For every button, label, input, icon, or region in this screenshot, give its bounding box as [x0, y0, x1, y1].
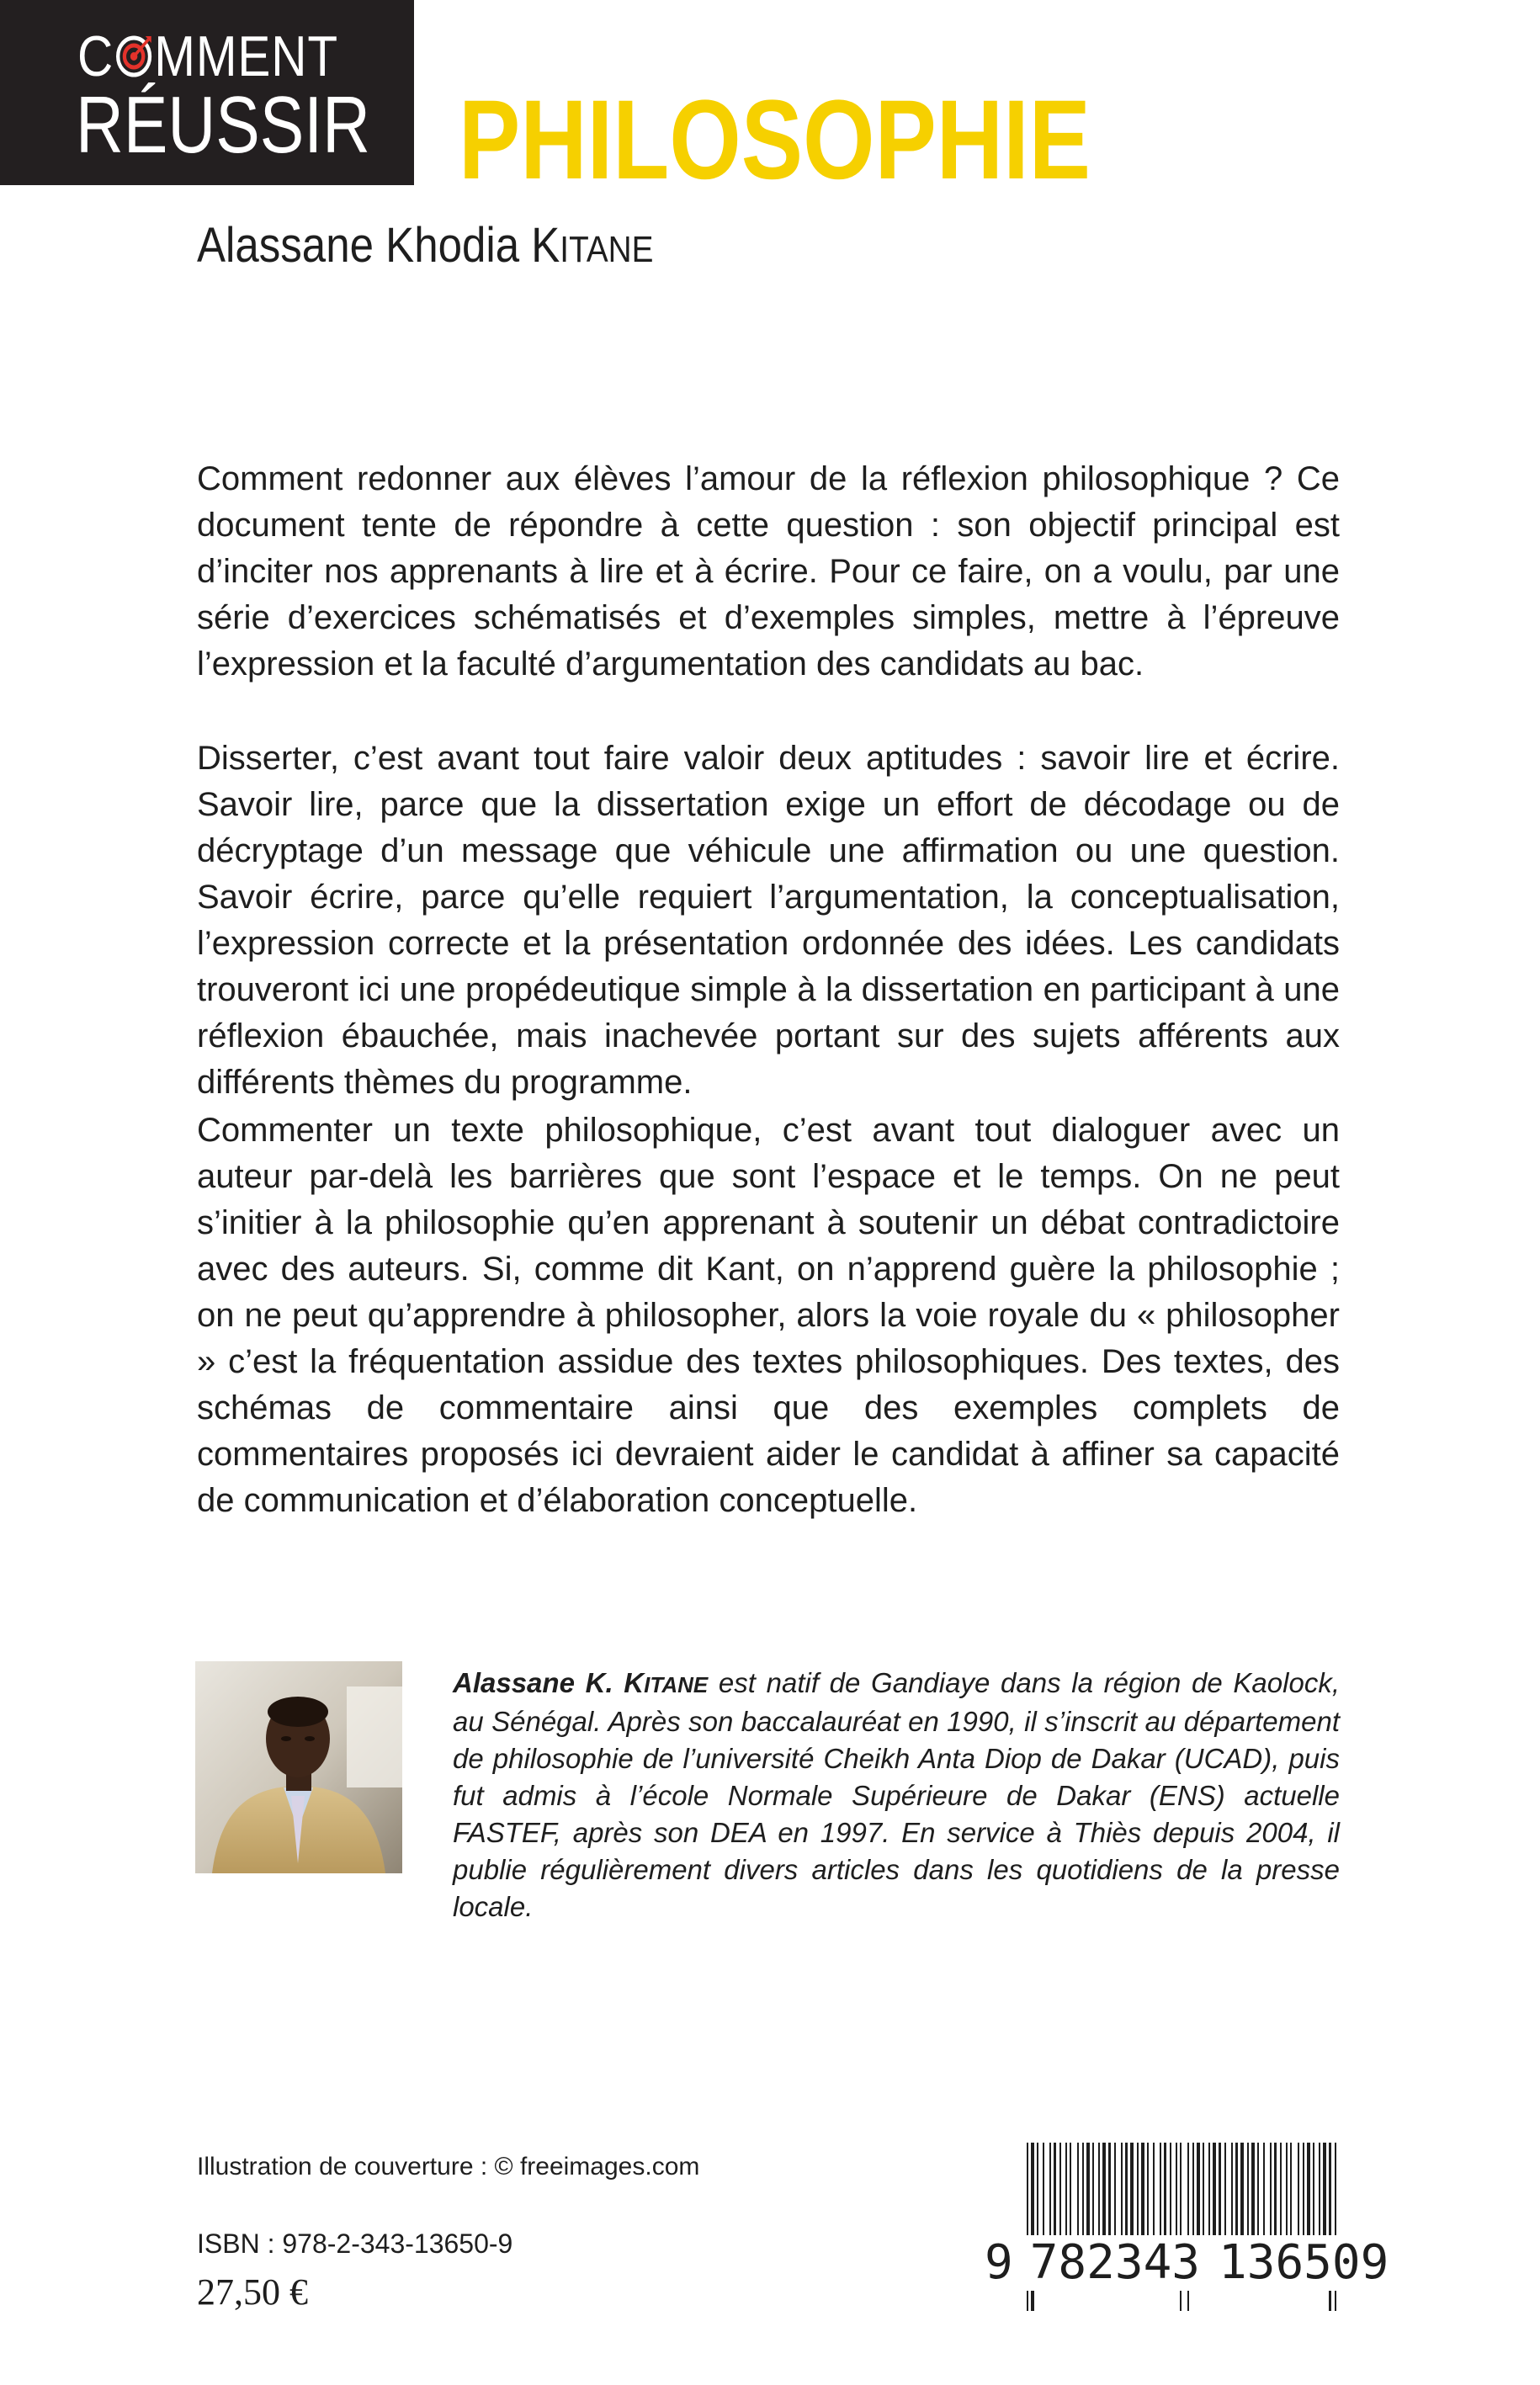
author-given-name: Alassane Khodia	[197, 218, 532, 273]
bio-text: est natif de Gandiaye dans la région de Kaolock, au Sénégal. Après son baccalauréat en 1990, il s’inscrit au département de philosophie de l’université Cheikh Anta Diop de Dakar (UCAD), puis fut admis à l’école Normale Supérieure de Dakar (ENS) actuelle FASTEF, après son DEA en 1997. En service à Thiès depuis 2004, il publie régulièrement divers articles dans les quotidiens de la presse locale.	[453, 1667, 1340, 1922]
author-name	[197, 217, 653, 274]
barcode-digits	[985, 2235, 1389, 2291]
author-surname-rest: ITANE	[560, 229, 654, 270]
cover-illustration-credit: Illustration de couverture : © freeimages.com	[197, 2153, 700, 2180]
bio-name-rest: ITANE	[644, 1672, 709, 1697]
book-title: PHILOSOPHIE	[459, 77, 1091, 203]
blurb-paragraph-1: Comment redonner aux élèves l’amour de la réflexion philosophique ? Ce document tente de répondre à cette question : son objectif principal est d’inciter nos apprenants à lire et à écrire. Pour ce faire, on a voulu, par une série d’exercices schématisés et d’exemples simples, mettre à l’épreuve l’expression et la faculté d’argumentation des candidats au bac.	[197, 460, 1340, 683]
author-portrait-image	[195, 1661, 402, 1873]
bio-author-name	[453, 1667, 708, 1698]
isbn: ISBN : 978-2-343-13650-9	[197, 2228, 513, 2259]
barcode-first-digit: 9	[985, 2235, 1013, 2290]
author-bio	[453, 1665, 1340, 1926]
blurb-paragraph-3: Commenter un texte philosophique, c’est avant tout dialoguer avec un auteur par-delà les barrières que sont l’espace et le temps. On ne peut s’initier à la philosophie qu’en apprenant à soutenir un débat contradictoire avec des auteurs. Si, comme dit Kant, on n’apprend guère la philosophie ; on ne peut qu’apprendre à philosopher, alors la voie royale du « philosopher » c’est la fréquentation assidue des textes philosophiques. Des textes, des schémas de commentaire ainsi que des exemples complets de commentaires proposés ici devraient aider le candidat à affiner sa capacité de communication et d’élaboration conceptuelle.	[197, 1112, 1340, 1519]
price: 27,50 €	[197, 2271, 308, 2313]
series-logo	[0, 0, 414, 185]
bio-name-cap: K	[624, 1667, 645, 1698]
bio-name-given: Alassane K.	[453, 1667, 624, 1698]
barcode-group-2: 136509	[1219, 2235, 1389, 2290]
barcode-group-1: 782343	[1029, 2235, 1201, 2290]
logo-letters-mment: MMENT	[154, 24, 338, 88]
logo-letter-c: C	[77, 24, 114, 88]
author-photo	[195, 1661, 402, 1873]
logo-reussir: RÉUSSIR	[76, 80, 370, 170]
target-icon	[115, 35, 153, 78]
blurb-paragraph-2: Disserter, c’est avant tout faire valoir deux aptitudes : savoir lire et écrire. Savoir lire, parce que la dissertation exige un effort de décodage ou de décryptage d’un message que véhicule une affirmation ou une question. Savoir écrire, parce qu’elle requiert l’argumentation, la conceptualisation, l’expression correcte et la présentation ordonnée des idées. Les candidats trouveront ici une propédeutique simple à la dissertation en participant à une réflexion ébauchée, mais inachevée portant sur des sujets afférents aux différents thèmes du programme.	[197, 740, 1340, 1101]
author-surname-cap: K	[531, 218, 560, 273]
